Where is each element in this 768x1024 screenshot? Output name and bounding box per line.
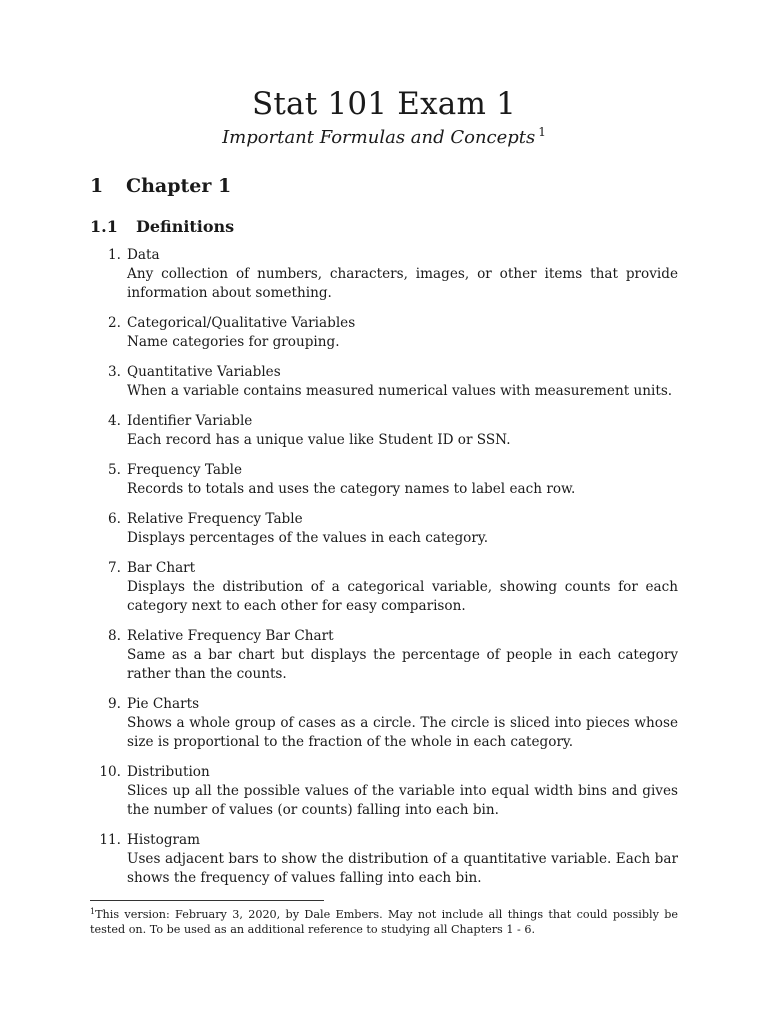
item-number: 3. bbox=[108, 364, 121, 380]
item-number: 10. bbox=[99, 764, 121, 780]
item-description: Name categories for grouping. bbox=[127, 334, 340, 350]
definitions-list bbox=[99, 246, 678, 899]
item-number: 6. bbox=[108, 511, 121, 527]
item-number: 9. bbox=[108, 696, 121, 712]
item-term: Histogram bbox=[127, 832, 201, 848]
item-number: 11. bbox=[99, 832, 121, 848]
item-term: Identifier Variable bbox=[127, 413, 253, 429]
item-number: 5. bbox=[108, 462, 121, 478]
list-item bbox=[108, 627, 678, 684]
list-item bbox=[108, 412, 678, 450]
section-heading bbox=[90, 175, 231, 197]
item-description: Each record has a unique value like Student ID or SSN. bbox=[127, 432, 511, 448]
subsection-number: 1.1 bbox=[90, 217, 118, 236]
item-description: Same as a bar chart but displays the percentage of people in each category rather than the counts. bbox=[127, 647, 678, 682]
list-item bbox=[108, 510, 678, 548]
item-number: 4. bbox=[108, 413, 121, 429]
section-title: Chapter 1 bbox=[126, 175, 232, 197]
item-description: Slices up all the possible values of the variable into equal width bins and gives the number of values (or counts) falling into each bin. bbox=[127, 783, 678, 818]
item-description: Shows a whole group of cases as a circle. The circle is sliced into pieces whose size is proportional to the fraction of the whole in each category. bbox=[127, 715, 678, 750]
subsection-title: Definitions bbox=[136, 217, 235, 236]
footnote-ref[interactable]: 1 bbox=[538, 125, 546, 139]
item-term: Distribution bbox=[127, 764, 210, 780]
item-term: Relative Frequency Table bbox=[127, 511, 303, 527]
item-number: 1. bbox=[108, 247, 121, 263]
subsection-heading bbox=[90, 217, 234, 236]
footnote-mark: 1 bbox=[90, 907, 96, 916]
page-title: Stat 101 Exam 1 bbox=[251, 86, 517, 122]
footnote-divider bbox=[90, 900, 324, 901]
item-number: 2. bbox=[108, 315, 121, 331]
section-number: 1 bbox=[90, 175, 104, 197]
item-number: 8. bbox=[108, 628, 121, 644]
list-item bbox=[108, 314, 678, 352]
list-item bbox=[108, 559, 678, 616]
item-description: When a variable contains measured numerical values with measurement units. bbox=[127, 383, 673, 399]
item-term: Data bbox=[127, 247, 160, 263]
subtitle-text: Important Formulas and Concepts bbox=[222, 127, 536, 148]
item-term: Quantitative Variables bbox=[127, 364, 281, 380]
list-item bbox=[108, 246, 678, 303]
footnote bbox=[90, 904, 678, 937]
item-term: Relative Frequency Bar Chart bbox=[127, 628, 334, 644]
item-term: Bar Chart bbox=[127, 560, 196, 576]
item-term: Pie Charts bbox=[127, 696, 200, 712]
list-item bbox=[99, 831, 678, 888]
item-description: Uses adjacent bars to show the distribution of a quantitative variable. Each bar shows the frequency of values falling into each bin. bbox=[127, 851, 678, 886]
item-description: Any collection of numbers, characters, images, or other items that provide information about something. bbox=[127, 266, 678, 301]
item-description: Displays percentages of the values in each category. bbox=[127, 530, 489, 546]
item-term: Frequency Table bbox=[127, 462, 243, 478]
item-term: Categorical/Qualitative Variables bbox=[127, 315, 356, 331]
page-subtitle bbox=[0, 125, 768, 148]
item-description: Displays the distribution of a categorical variable, showing counts for each category next to each other for easy comparison. bbox=[127, 579, 678, 614]
item-description: Records to totals and uses the category names to label each row. bbox=[127, 481, 576, 497]
list-item bbox=[108, 461, 678, 499]
list-item bbox=[99, 763, 678, 820]
list-item bbox=[108, 695, 678, 752]
footnote-text: This version: February 3, 2020, by Dale Embers. May not include all things that could possibly be tested on. To be used as an additional reference to studying all Chapters 1 - 6. bbox=[90, 908, 678, 936]
list-item bbox=[108, 363, 678, 401]
item-number: 7. bbox=[108, 560, 121, 576]
